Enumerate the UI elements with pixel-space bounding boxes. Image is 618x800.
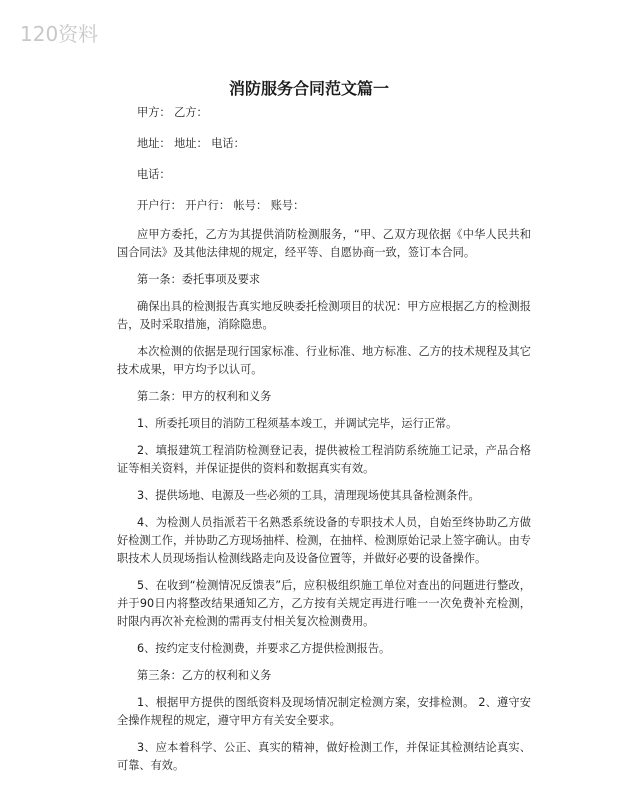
section-paragraph: 5、在收到“检测情况反馈表”后，应积极组织施工单位对查出的问题进行整改，并于90日内将整改结果通知乙方，乙方按有关规定再进行唯一一次免费补充检测，时限内再次补充检测的需再支付相关复次检测费用。: [117, 579, 531, 628]
intro-paragraph: 应甲方委托，乙方为其提供消防检测服务，“甲、乙双方现依据《中华人民共和国合同法》及其他法律规的规定，经平等、自愿协商一致，签订本合同。: [117, 228, 531, 259]
address-line: 地址： 地址： 电话：: [137, 137, 245, 150]
section-paragraph: 本次检测的依据是现行国家标准、行业标准、地方标准、乙方的技术规程及其它技术成果，甲方均予以认可。: [117, 345, 531, 376]
section-paragraph: 2、填报建筑工程消防检测登记表，提供被检工程消防系统施工记录，产品合格证等相关资料，并保证提供的资料和数据真实有效。: [117, 444, 531, 475]
phone-line: 电话：: [137, 168, 171, 181]
bank-line: 开户行： 开户行： 帐号： 账号：: [137, 199, 305, 212]
section-paragraph: 3、提供场地、电源及一些必须的工具，清理现场使其具备检测条件。: [137, 489, 480, 502]
section-paragraph: 3、应本着科学、公正、真实的精神，做好检测工作，并保证其检测结论真实、可靠、有效。: [117, 741, 531, 772]
section-paragraph: 1、根据甲方提供的图纸资料及现场情况制定检测方案，安排检测。 2、遵守安全操作规程的规定，遵守甲方有关安全要求。: [117, 696, 531, 727]
section-paragraph: 4、为检测人员指派若干名熟悉系统设备的专职技术人员，自始至终协助乙方做好检测工作，并协助乙方现场抽样、检测，在抽样、检测原始记录上签字确认。由专职技术人员现场指认检测线路走向及设备位置等，并做好必要的设备操作。: [117, 516, 531, 565]
document-body: [117, 104, 531, 784]
section-heading: 第一条：委托事项及要求: [137, 273, 261, 286]
section-paragraph: 6、按约定支付检测费，并要求乙方提供检测报告。: [137, 642, 391, 655]
section-paragraph: 确保出具的检测报告真实地反映委托检测项目的状况：甲方应根据乙方的检测报告，及时采取措施，消除隐患。: [117, 300, 531, 331]
watermark: 120资料: [20, 22, 99, 46]
section-heading: 第三条：乙方的权利和义务: [137, 669, 272, 682]
section-heading: 第二条：甲方的权利和义务: [137, 390, 272, 403]
section-paragraph: 1、所委托项目的消防工程须基本竣工，并调试完毕，运行正常。: [137, 417, 458, 430]
party-line: 甲方： 乙方：: [137, 106, 208, 119]
document-title: 消防服务合同范文篇一: [228, 79, 389, 98]
